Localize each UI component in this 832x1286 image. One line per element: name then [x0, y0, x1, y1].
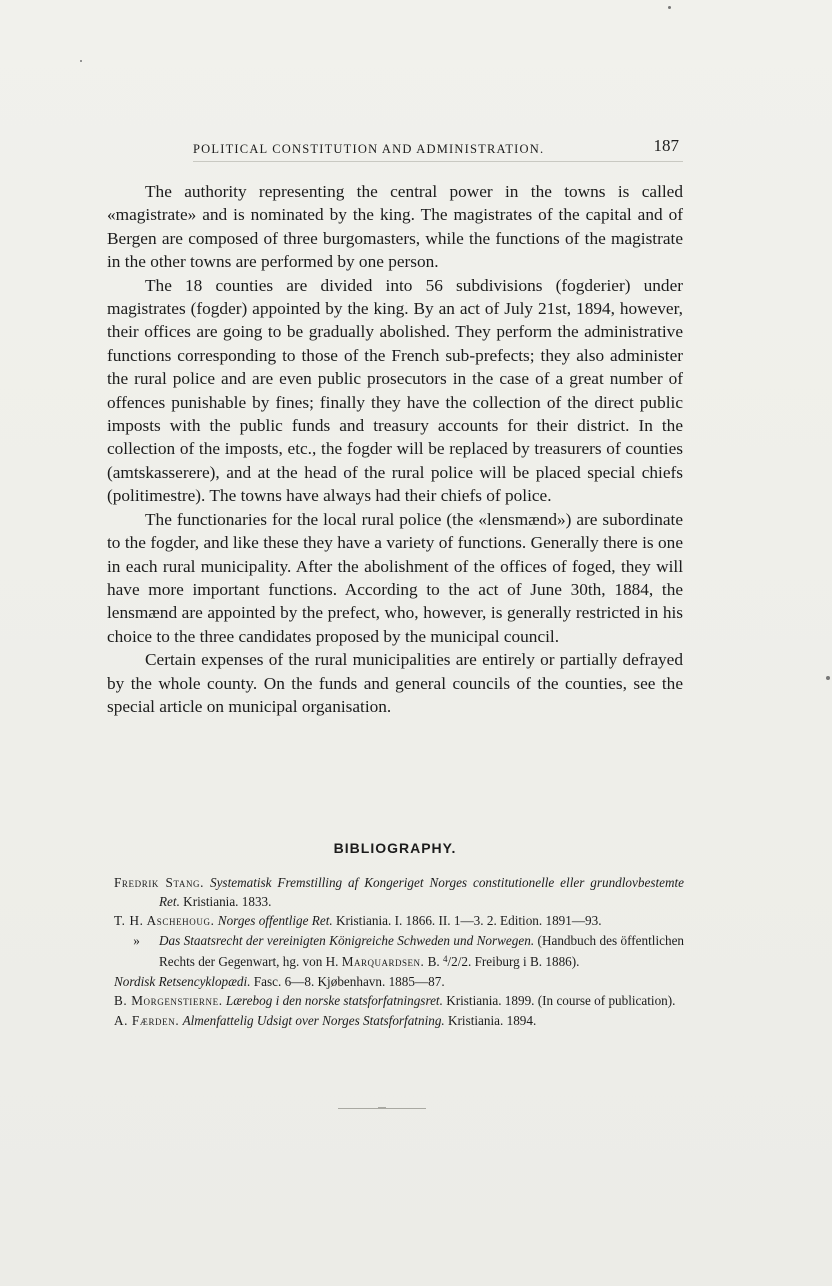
- entry-details: Kristiania. 1894.: [448, 1012, 537, 1028]
- bibliography-entry: [114, 992, 684, 1011]
- running-head: [107, 136, 683, 162]
- paragraph: The authority representing the central power in the towns is called «magistrate» and is nominated by the king. The magistrates of the capital and of Bergen are composed of three burgomasters, while the functions of the magistrate in the other towns are performed by one person.: [107, 182, 683, 272]
- paper-speck: [826, 676, 830, 680]
- entry-details: (Handbuch des öffentlichen Rechts der Gegenwart, hg. von H.: [159, 932, 685, 969]
- paper-speck: [668, 6, 671, 9]
- entry-title: Lærebog i den norske statsforfatningsret.: [225, 993, 443, 1008]
- entry-author: T. H. Aschehoug.: [114, 913, 215, 928]
- entry-title: Nordisk Retsencyklopædi.: [114, 973, 251, 989]
- header-rule: [193, 161, 683, 162]
- bibliography-entry: [114, 874, 684, 911]
- entry-title: Almenfattelig Udsigt over Norges Statsforfatning.: [182, 1012, 445, 1028]
- bibliography-list: [114, 874, 684, 1031]
- entry-details: Fasc. 6—8. Kjøbenhavn. 1885—87.: [253, 973, 445, 989]
- bibliography-entry: [114, 973, 684, 992]
- entry-details: Kristiania. 1899. (In course of publication).: [446, 993, 676, 1008]
- paper-speck: [80, 60, 82, 62]
- entry-title: Norges offentlige Ret.: [217, 913, 333, 928]
- bibliography-entry: [114, 932, 684, 972]
- paragraph: The functionaries for the local rural police (the «lensmænd») are subordinate to the fogder, and like these they have a variety of functions. Generally there is one in each rural municipality. After the abolishment of the offices of foged, they will have more important functions. According to the act of June 30th, 1884, the lensmænd are appointed by the prefect, who, however, is generally restricted in his choice to the three candidates proposed by the municipal council.: [107, 509, 683, 646]
- body-text: [107, 180, 683, 718]
- page-number: 187: [653, 136, 679, 155]
- entry-details: Kristiania. I. 1866. II. 1—3. 2. Edition. 1891—93.: [335, 913, 602, 928]
- entry-details: B.: [427, 954, 440, 969]
- bibliography-entry: [114, 912, 684, 931]
- paragraph: The 18 counties are divided into 56 subdivisions (fogderier) under magistrates (fogder) appointed by the king. By an act of July 21st, 1894, however, their offices are going to be gradually abolished. They perform the administrative functions corresponding to those of the French sub-prefects; they also administer the rural police and are even public prosecutors in the case of a great number of offences punishable by fines; finally they have the collection of the direct public imposts with the public funds and treasury accounts for their district. In the collection of the imposts, etc., the fogder will be replaced by treasurers of counties (amtskasserere), and at the head of the rural police will be placed special chiefs (politimestre). The towns have always had their chiefs of police.: [107, 275, 683, 506]
- entry-details: Kristiania. 1833.: [183, 893, 272, 909]
- running-title: POLITICAL CONSTITUTION AND ADMINISTRATION.: [193, 142, 545, 156]
- paragraph: Certain expenses of the rural municipalities are entirely or partially defrayed by the whole county. On the funds and general councils of the counties, see the special article on municipal organisation.: [107, 650, 683, 716]
- bibliography-entry: [114, 1012, 684, 1031]
- entry-details: Freiburg i B. 1886).: [474, 954, 580, 969]
- bibliography-heading: BIBLIOGRAPHY.: [333, 840, 457, 856]
- entry-title: Systematisk Fremstilling af Kongeriget Norges constitutionelle eller grundlovbestemte Ret.: [159, 875, 685, 909]
- ditto-mark: »: [133, 932, 140, 948]
- entry-editor: Marquardsen.: [341, 954, 425, 969]
- entry-author: A. Færden.: [114, 1012, 180, 1028]
- entry-fraction: $^4$/2/2.: [442, 954, 472, 969]
- entry-title: Das Staatsrecht der vereinigten Königreiche Schweden und Norwegen.: [159, 932, 535, 948]
- entry-author: Fredrik Stang.: [114, 875, 205, 890]
- end-ornament-rule: [338, 1108, 426, 1109]
- entry-author: B. Morgenstierne.: [114, 993, 223, 1008]
